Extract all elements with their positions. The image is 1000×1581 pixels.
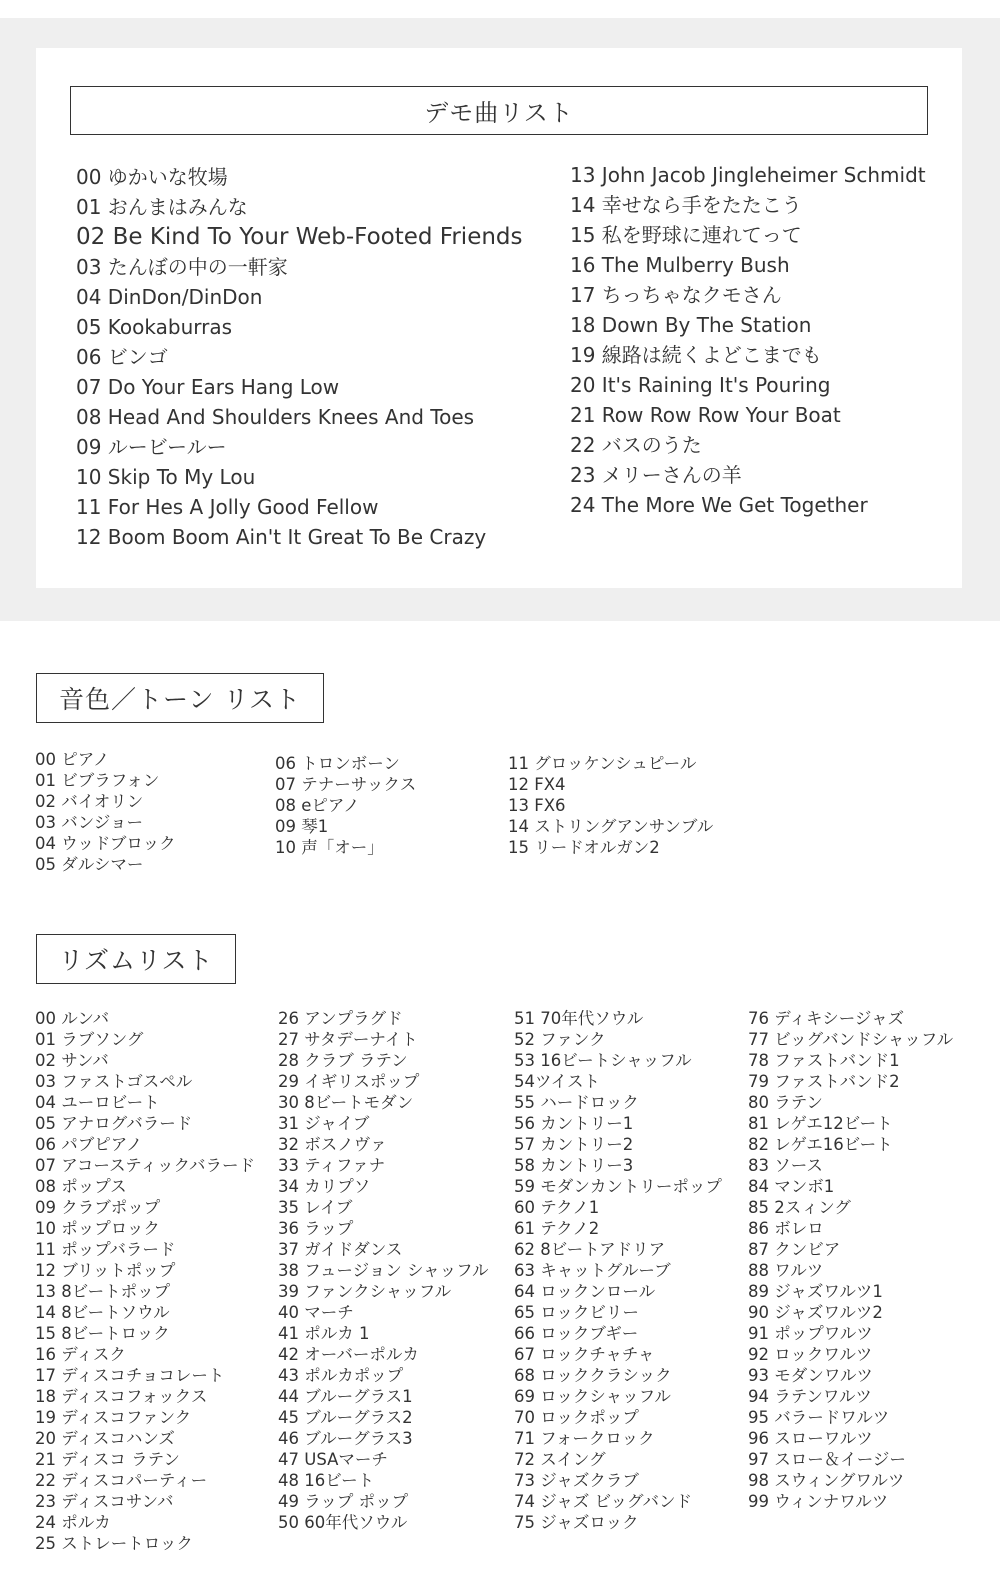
demo-item: 14 幸せなら手をたたこう xyxy=(570,193,802,217)
demo-item: 05 Kookaburras xyxy=(76,315,233,339)
rhythm-item: 37 ガイドダンス xyxy=(278,1240,403,1259)
rhythm-item: 82 レゲエ16ビート xyxy=(748,1135,893,1154)
demo-item: 02 Be Kind To Your Web-Footed Friends xyxy=(76,224,523,250)
rhythm-item: 66 ロックブギー xyxy=(514,1324,639,1343)
demo-item: 18 Down By The Station xyxy=(570,313,812,337)
demo-item: 22 バスのうた xyxy=(570,433,702,457)
tone-item: 10 声「オー」 xyxy=(275,838,384,857)
rhythm-item: 57 カントリー2 xyxy=(514,1135,634,1154)
rhythm-item: 04 ユーロビート xyxy=(35,1093,160,1112)
tone-list-column xyxy=(275,753,416,858)
rhythm-item: 28 クラブ ラテン xyxy=(278,1051,408,1070)
rhythm-item: 56 カントリー1 xyxy=(514,1114,634,1133)
rhythm-item: 85 2スィング xyxy=(748,1198,851,1217)
rhythm-item: 27 サタデーナイト xyxy=(278,1030,418,1049)
demo-item: 06 ビンゴ xyxy=(76,345,168,369)
rhythm-list-column xyxy=(35,1008,255,1554)
demo-item: 08 Head And Shoulders Knees And Toes xyxy=(76,405,475,429)
rhythm-item: 19 ディスコファンク xyxy=(35,1408,192,1427)
rhythm-item: 29 イギリスポップ xyxy=(278,1072,420,1091)
rhythm-item: 25 ストレートロック xyxy=(35,1534,193,1553)
rhythm-item: 10 ポップロック xyxy=(35,1219,160,1238)
rhythm-item: 70 ロックポップ xyxy=(514,1408,639,1427)
rhythm-item: 81 レゲエ12ビート xyxy=(748,1114,893,1133)
rhythm-item: 88 ワルツ xyxy=(748,1261,824,1280)
tone-item: 08 eピアノ xyxy=(275,796,360,815)
demo-item: 13 John Jacob Jingleheimer Schmidt xyxy=(570,163,926,187)
demo-item: 12 Boom Boom Ain't It Great To Be Crazy xyxy=(76,525,487,549)
rhythm-item: 83 ソース xyxy=(748,1156,823,1175)
tone-item: 15 リードオルガン2 xyxy=(508,838,660,857)
demo-item: 10 Skip To My Lou xyxy=(76,465,256,489)
tone-list-title: 音色／トーン リスト xyxy=(36,673,324,723)
rhythm-item: 64 ロックンロール xyxy=(514,1282,656,1301)
demo-item: 00 ゆかいな牧場 xyxy=(76,165,228,189)
demo-item: 19 線路は続くよどこまでも xyxy=(570,343,822,367)
rhythm-item: 98 スウィングワルツ xyxy=(748,1471,905,1490)
demo-item: 24 The More We Get Together xyxy=(570,493,868,517)
demo-list-left-column xyxy=(76,162,523,552)
rhythm-item: 11 ポップバラード xyxy=(35,1240,176,1259)
rhythm-item: 63 キャットグルーブ xyxy=(514,1261,671,1280)
rhythm-item: 26 アンプラグド xyxy=(278,1009,403,1028)
demo-item: 04 DinDon/DinDon xyxy=(76,285,263,309)
rhythm-item: 14 8ビートソウル xyxy=(35,1303,170,1322)
rhythm-item: 76 ディキシージャズ xyxy=(748,1009,905,1028)
rhythm-item: 94 ラテンワルツ xyxy=(748,1387,872,1406)
rhythm-item: 34 カリプソ xyxy=(278,1177,371,1196)
demo-list-right-column xyxy=(570,160,926,520)
rhythm-item: 65 ロックビリー xyxy=(514,1303,639,1322)
rhythm-item: 95 バラードワルツ xyxy=(748,1408,890,1427)
rhythm-item: 22 ディスコパーティー xyxy=(35,1471,208,1490)
rhythm-item: 31 ジャイブ xyxy=(278,1114,370,1133)
demo-item: 07 Do Your Ears Hang Low xyxy=(76,375,340,399)
rhythm-item: 75 ジャズロック xyxy=(514,1513,639,1532)
rhythm-item: 44 ブルーグラス1 xyxy=(278,1387,413,1406)
rhythm-item: 90 ジャズワルツ2 xyxy=(748,1303,883,1322)
demo-item: 21 Row Row Row Your Boat xyxy=(570,403,841,427)
rhythm-item: 00 ルンバ xyxy=(35,1009,110,1028)
rhythm-item: 72 スイング xyxy=(514,1450,606,1469)
tone-item: 14 ストリングアンサンブル xyxy=(508,817,714,836)
demo-item: 16 The Mulberry Bush xyxy=(570,253,790,277)
rhythm-item: 99 ウィンナワルツ xyxy=(748,1492,889,1511)
rhythm-item: 30 8ビートモダン xyxy=(278,1093,414,1112)
rhythm-item: 16 ディスク xyxy=(35,1345,126,1364)
rhythm-item: 03 ファストゴスペル xyxy=(35,1072,193,1091)
tone-item: 09 琴1 xyxy=(275,817,329,836)
tone-item: 13 FX6 xyxy=(508,796,566,815)
tone-item: 12 FX4 xyxy=(508,775,566,794)
rhythm-item: 52 ファンク xyxy=(514,1030,606,1049)
rhythm-item: 23 ディスコサンバ xyxy=(35,1492,174,1511)
rhythm-item: 21 ディスコ ラテン xyxy=(35,1450,180,1469)
rhythm-item: 55 ハードロック xyxy=(514,1093,639,1112)
rhythm-item: 08 ポップス xyxy=(35,1177,127,1196)
rhythm-item: 68 ロッククラシック xyxy=(514,1366,672,1385)
rhythm-item: 54ツイスト xyxy=(514,1072,601,1091)
rhythm-item: 78 ファストバンド1 xyxy=(748,1051,900,1070)
rhythm-item: 91 ポップワルツ xyxy=(748,1324,873,1343)
rhythm-item: 46 ブルーグラス3 xyxy=(278,1429,413,1448)
demo-item: 11 For Hes A Jolly Good Fellow xyxy=(76,495,379,519)
rhythm-item: 49 ラップ ポップ xyxy=(278,1492,409,1511)
rhythm-item: 33 ティファナ xyxy=(278,1156,386,1175)
rhythm-item: 17 ディスコチョコレート xyxy=(35,1366,225,1385)
demo-item: 17 ちっちゃなクモさん xyxy=(570,283,782,307)
demo-item: 20 It's Raining It's Pouring xyxy=(570,373,831,397)
tone-item: 00 ピアノ xyxy=(35,750,110,769)
rhythm-item: 18 ディスコフォックス xyxy=(35,1387,208,1406)
rhythm-item: 79 ファストバンド2 xyxy=(748,1072,900,1091)
rhythm-item: 06 パブピアノ xyxy=(35,1135,143,1154)
rhythm-item: 09 クラブポップ xyxy=(35,1198,161,1217)
rhythm-list-column xyxy=(514,1008,722,1533)
tone-item: 07 テナーサックス xyxy=(275,775,417,794)
tone-item: 02 バイオリン xyxy=(35,792,144,811)
rhythm-item: 12 ブリットポップ xyxy=(35,1261,176,1280)
tone-item: 04 ウッドブロック xyxy=(35,834,176,853)
rhythm-item: 92 ロックワルツ xyxy=(748,1345,873,1364)
rhythm-item: 20 ディスコハンズ xyxy=(35,1429,175,1448)
rhythm-item: 43 ポルカポップ xyxy=(278,1366,404,1385)
rhythm-item: 58 カントリー3 xyxy=(514,1156,634,1175)
rhythm-item: 05 アナログバラード xyxy=(35,1114,193,1133)
rhythm-item: 60 テクノ1 xyxy=(514,1198,600,1217)
rhythm-item: 15 8ビートロック xyxy=(35,1324,170,1343)
rhythm-item: 32 ボスノヴァ xyxy=(278,1135,387,1154)
tone-item: 05 ダルシマー xyxy=(35,855,144,874)
rhythm-item: 36 ラップ xyxy=(278,1219,354,1238)
rhythm-item: 35 レイブ xyxy=(278,1198,353,1217)
demo-item: 03 たんぼの中の一軒家 xyxy=(76,255,288,279)
demo-item: 01 おんまはみんな xyxy=(76,195,248,219)
rhythm-item: 69 ロックシャッフル xyxy=(514,1387,671,1406)
tone-list-column xyxy=(35,749,176,875)
demo-item: 15 私を野球に連れてって xyxy=(570,223,802,247)
rhythm-item: 74 ジャズ ビッグバンド xyxy=(514,1492,693,1511)
rhythm-item: 45 ブルーグラス2 xyxy=(278,1408,413,1427)
rhythm-list-column xyxy=(278,1008,489,1533)
rhythm-item: 42 オーバーポルカ xyxy=(278,1345,419,1364)
rhythm-item: 01 ラブソング xyxy=(35,1030,144,1049)
rhythm-item: 38 フュージョン シャッフル xyxy=(278,1261,489,1280)
rhythm-item: 48 16ビート xyxy=(278,1471,375,1490)
demo-list-title: デモ曲リスト xyxy=(70,86,928,135)
rhythm-item: 13 8ビートポップ xyxy=(35,1282,171,1301)
rhythm-item: 50 60年代ソウル xyxy=(278,1513,408,1532)
rhythm-item: 89 ジャズワルツ1 xyxy=(748,1282,883,1301)
rhythm-item: 96 スローワルツ xyxy=(748,1429,873,1448)
rhythm-item: 71 フォークロック xyxy=(514,1429,655,1448)
tone-item: 06 トロンボーン xyxy=(275,754,400,773)
rhythm-item: 02 サンバ xyxy=(35,1051,109,1070)
rhythm-list-title: リズムリスト xyxy=(36,934,236,984)
rhythm-item: 84 マンボ1 xyxy=(748,1177,835,1196)
rhythm-item: 93 モダンワルツ xyxy=(748,1366,873,1385)
rhythm-item: 97 スロー＆イージー xyxy=(748,1450,906,1469)
tone-item: 03 バンジョー xyxy=(35,813,143,832)
rhythm-list-column xyxy=(748,1008,953,1512)
rhythm-item: 39 ファンクシャッフル xyxy=(278,1282,452,1301)
rhythm-item: 62 8ビートアドリア xyxy=(514,1240,666,1259)
demo-item: 09 ルービールー xyxy=(76,435,227,459)
rhythm-item: 86 ボレロ xyxy=(748,1219,824,1238)
rhythm-item: 73 ジャズクラブ xyxy=(514,1471,639,1490)
rhythm-item: 24 ポルカ xyxy=(35,1513,111,1532)
rhythm-item: 07 アコースティックバラード xyxy=(35,1156,255,1175)
rhythm-item: 51 70年代ソウル xyxy=(514,1009,644,1028)
demo-item: 23 メリーさんの羊 xyxy=(570,463,742,487)
tone-item: 01 ビブラフォン xyxy=(35,771,160,790)
tone-list-column xyxy=(508,753,713,858)
rhythm-item: 87 クンビア xyxy=(748,1240,841,1259)
rhythm-item: 59 モダンカントリーポップ xyxy=(514,1177,722,1196)
rhythm-item: 41 ポルカ 1 xyxy=(278,1324,370,1343)
rhythm-item: 77 ビッグバンドシャッフル xyxy=(748,1030,954,1049)
rhythm-item: 40 マーチ xyxy=(278,1303,354,1322)
tone-item: 11 グロッケンシュピール xyxy=(508,754,697,773)
rhythm-item: 53 16ビートシャッフル xyxy=(514,1051,692,1070)
rhythm-item: 61 テクノ2 xyxy=(514,1219,600,1238)
rhythm-item: 47 USAマーチ xyxy=(278,1450,388,1469)
rhythm-item: 67 ロックチャチャ xyxy=(514,1345,655,1364)
rhythm-item: 80 ラテン xyxy=(748,1093,823,1112)
